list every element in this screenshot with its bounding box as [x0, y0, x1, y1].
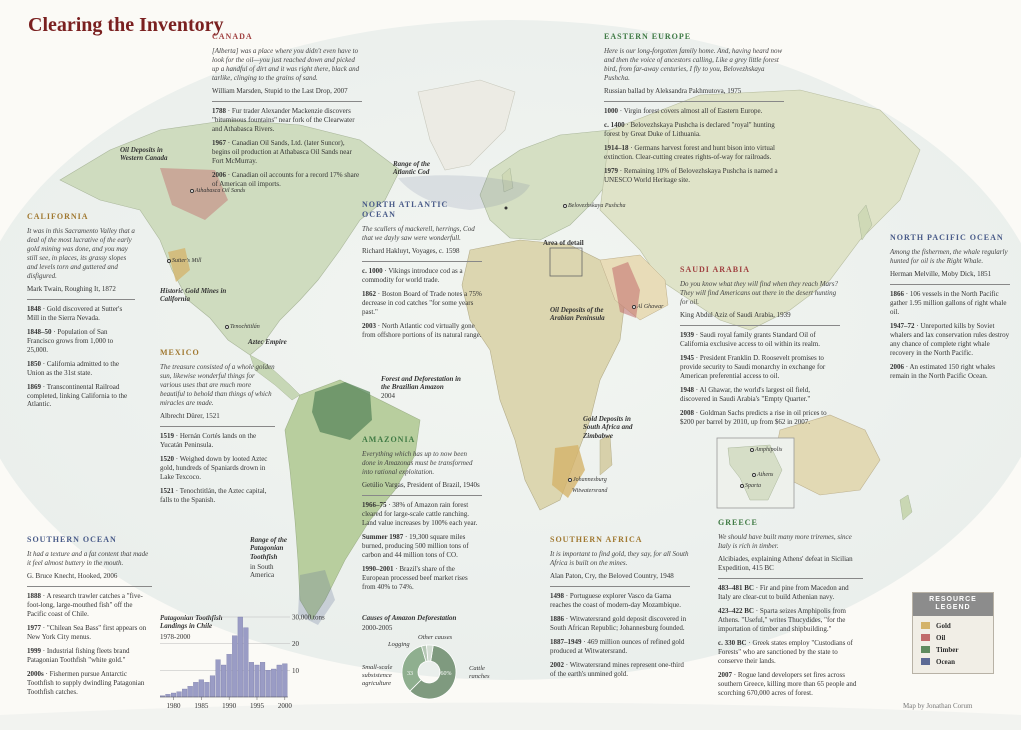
- mexico-quote: The treasure consisted of a whole golden sun, likewise wonderful things for various uses that are much more beautiful to behold than things of which miracles are made.: [160, 363, 275, 408]
- california-quote: It was in this Sacramento Valley that a deal of the most lucrative of the early gold mining was done, and you may still see, in places, its grassy slopes and levels torn and guttered and disfigured.: [27, 227, 135, 280]
- location-dot-icon: [632, 305, 636, 309]
- saudi-arabia-heading: SAUDI ARABIA: [680, 265, 751, 274]
- greece-event: 483–481 BC · Fir and pine from Macedon and Italy are clear-cut to build Athenian navy.: [718, 584, 849, 601]
- place-name: Belovezhskaya Pushcha: [568, 203, 626, 209]
- legend-title-line: RESOURCE: [929, 596, 977, 603]
- california-section: [27, 212, 135, 414]
- x-tick-label: 1980: [166, 702, 181, 710]
- event-text: Goldman Sachs predicts a rise in oil prices to $200 per barrel by 2010, up from $62 in 2007.: [680, 408, 827, 426]
- event-text: 469 million ounces of refined gold produced at Witwatersrand.: [550, 637, 685, 655]
- amazonia-section: [362, 435, 482, 597]
- event-text: A research trawler catches a "five-foot-long, large-mouthed fish" off the Pacific coast of Chile.: [27, 592, 143, 618]
- amazonia-event: 1990–2001 · Brazil's share of the European processed beef market rises from 40% to 74%.: [362, 564, 468, 591]
- label-oil-arabia: Oil Deposits of the Arabian Peninsula: [550, 306, 605, 323]
- amazonia-quote: Everything which has up to now been done in Amazonas must be transformed into rational exploitation.: [362, 450, 473, 477]
- canada-event: 1788 · Fur trader Alexander Mackenzie discovers "bituminous fountains" near fork of the Clearwater and Athabasca Rivers.: [212, 107, 355, 133]
- event-text: Germans harvest forest and hunt bison into virtual extinction. Clear-cutting creates rights-of-way for railroads.: [604, 143, 775, 161]
- legend-title-line: LEGEND: [935, 604, 971, 612]
- bar: [255, 665, 260, 697]
- event-year: 1000: [604, 107, 618, 115]
- event-year: Summer 1987: [362, 532, 404, 541]
- legend-item-oil: [913, 632, 993, 644]
- label-amazon-year: 2004: [381, 392, 395, 400]
- north-atlantic-source: Richard Hakluyt, Voyages, c. 1598: [362, 247, 482, 262]
- event-year: 1966–75: [362, 501, 387, 510]
- event-text: Rogue land developers set fires across southern Greece, killing more than 65 people and scorching 670,000 acres of forest.: [718, 670, 857, 697]
- eastern-europe-heading: EASTERN EUROPE: [604, 32, 692, 41]
- southern-africa-event: 2002 · Witwatersrand mines represent one-third of the earth's unmined gold.: [550, 660, 684, 678]
- southern-ocean-source: G. Bruce Knecht, Hooked, 2006: [27, 572, 152, 587]
- southern-ocean-event: 2000s · Fishermen pursue Antarctic Toothfish to supply dwindling Patagonian Toothfish catches.: [27, 669, 145, 696]
- pie-category-label: agriculture: [362, 680, 392, 687]
- eastern-europe-event: 1979 · Remaining 10% of Belovezhskaya Pushcha is named a UNESCO World Heritage site.: [604, 166, 778, 184]
- california-source: Mark Twain, Roughing It, 1872: [27, 285, 135, 300]
- toothfish-chart-title: Patagonian Toothfish Landings in Chile: [160, 614, 223, 631]
- location-dot-icon: [563, 204, 567, 208]
- event-year: 2002: [550, 660, 564, 669]
- north-pacific-event: 2006 · An estimated 150 right whales remain in the North Pacific Ocean.: [890, 362, 995, 380]
- southern-africa-quote: It is important to find gold, they say, for all South Africa is built on the mines.: [550, 550, 689, 568]
- southern-africa-heading: SOUTHERN AFRICA: [550, 535, 643, 544]
- location-dot-icon: [167, 259, 171, 263]
- pie-chart-subtitle: 2000-2005: [362, 624, 393, 632]
- event-text: President Franklin D. Roosevelt promises to provide security to Saudi monarchy in exchange for American preferential access to oil.: [680, 353, 826, 380]
- event-year: 1967: [212, 138, 226, 147]
- mexico-source: Albrecht Dürer, 1521: [160, 412, 275, 427]
- label-tenochtitlan: [225, 324, 260, 330]
- legend-item-timber: [913, 644, 993, 656]
- event-year: 1914–18: [604, 143, 629, 152]
- event-text: Sparta seizes Amphipolis from Athens. "Useful," writes Thucydides, "for the importation of timber and shipbuilding.": [718, 606, 846, 633]
- amazonia-event: Summer 1987 · 19,300 square miles burned, producing 500 million tons of carbon and 44 million tons of CO.: [362, 532, 469, 559]
- y-tick-label: 20: [292, 640, 299, 649]
- location-dot-icon: [225, 325, 229, 329]
- bar: [199, 680, 204, 697]
- event-text: 106 vessels in the North Pacific gather 1.95 million gallons of right whale oil.: [890, 290, 1007, 316]
- saudi-arabia-event: 1945 · President Franklin D. Roosevelt promises to provide security to Saudi monarchy in exchange for American preferential access to oil.: [680, 353, 826, 380]
- event-year: 1977: [27, 623, 41, 632]
- southern-africa-event: 1887–1949 · 469 million ounces of refined gold produced at Witwatersrand.: [550, 637, 685, 655]
- resource-legend: [912, 592, 994, 674]
- location-dot-icon: [190, 189, 194, 193]
- event-year: 2006: [212, 170, 226, 179]
- eastern-europe-source: Russian ballad by Aleksandra Pakhmutova, 1975: [604, 87, 784, 102]
- event-text: Population of San Francisco grows from 1,000 to 25,000.: [27, 327, 114, 354]
- north-pacific-quote: Among the fishermen, the whale regularly hunted for oil is the Right Whale.: [890, 248, 1008, 266]
- mexico-event: 1519 · Hernán Cortés lands on the Yucatán Peninsula.: [160, 431, 257, 449]
- saudi-arabia-event: 1948 · Al Ghawar, the world's largest oil field, discovered in Saudi Arabia's "Empty Quarter.": [680, 385, 811, 403]
- pie-category-label: subsistence: [362, 672, 392, 679]
- event-year: 1848: [27, 304, 41, 313]
- label-oil-canada: Oil Deposits in Western Canada: [120, 146, 168, 163]
- north-pacific-heading: NORTH PACIFIC OCEAN: [890, 233, 1004, 242]
- bar: [216, 660, 221, 697]
- saudi-arabia-event: 2008 · Goldman Sachs predicts a rise in oil prices to $200 per barrel by 2010, up from $62 in 2007.: [680, 408, 827, 426]
- event-year: 1521: [160, 486, 174, 495]
- greece-heading: GREECE: [718, 518, 758, 527]
- bar: [238, 617, 243, 697]
- saudi-arabia-quote: Do you know what they will find when they reach Mars? They will find Americans out there in the desert hunting for oil.: [680, 280, 838, 307]
- southern-ocean-event: 1977 · "Chilean Sea Bass" first appears on New York City menus.: [27, 623, 147, 641]
- place-name: Tenochtitlán: [230, 324, 260, 330]
- place-name: Al Ghawar: [637, 304, 664, 310]
- canada-event: 1967 · Canadian Oil Sands, Ltd. (later Suncor), begins oil production at Athabasca Oil Sands near Fort McMurray.: [212, 138, 352, 165]
- southern-ocean-heading: SOUTHERN OCEAN: [27, 535, 117, 544]
- north-atlantic-event: 1862 · Boston Board of Trade notes a 75% decrease in cod catches "for some years past.": [362, 290, 482, 317]
- canada-quote: [Alberta] was a place where you didn't even have to look for the oil—you just reached down and picked up a handful of dirt and it was right there, black and tarlike, clinging to the grains of sand.: [212, 47, 360, 83]
- pie-category-label: Small-scale: [362, 664, 393, 671]
- label-athabasca: [190, 188, 245, 194]
- event-year: 1788: [212, 107, 226, 115]
- x-tick-label: 1985: [194, 702, 209, 710]
- amazonia-source: Getúlio Vargas, President of Brazil, 1940s: [362, 481, 482, 496]
- toothfish-chart-subtitle: 1978-2000: [160, 633, 191, 641]
- label-johannesburg: [568, 477, 607, 483]
- north-atlantic-section: [362, 200, 482, 345]
- label-amphipolis: [750, 447, 782, 453]
- north-pacific-source: Herman Melville, Moby Dick, 1851: [890, 270, 1010, 285]
- location-dot-icon: [568, 478, 572, 482]
- event-year: 423–422 BC: [718, 606, 754, 615]
- eastern-europe-event: c. 1400 · Belovezhskaya Pushcha is declared "royal" hunting forest by Great Duke of Lithuania.: [604, 120, 775, 138]
- place-name: Johannesburg: [573, 477, 607, 483]
- place-name: Athabasca Oil Sands: [195, 188, 246, 194]
- canada-heading: CANADA: [212, 32, 253, 41]
- amazonia-heading: AMAZONIA: [362, 435, 416, 444]
- bar: [243, 628, 248, 697]
- bar: [266, 670, 271, 697]
- saudi-arabia-event: 1939 · Saudi royal family grants Standard Oil of California exclusive access to oil within its realm.: [680, 331, 820, 348]
- pie-data-label: 33: [407, 671, 413, 677]
- legend-item-gold: [913, 620, 993, 632]
- event-text: Saudi royal family grants Standard Oil of California exclusive access to oil within its realm.: [680, 331, 820, 348]
- event-text: "Chilean Sea Bass" first appears on New York City menus.: [27, 623, 147, 641]
- label-area-of-detail: Area of detail: [543, 239, 584, 247]
- bar: [282, 664, 287, 697]
- event-text: Portuguese explorer Vasco da Gama reaches the coast of modern-day Mozambique.: [550, 592, 682, 610]
- north-atlantic-event: c. 1000 · Vikings introduce cod as a commodity for world trade.: [362, 267, 463, 285]
- canada-source: William Marsden, Stupid to the Last Drop, 2007: [212, 87, 362, 102]
- greece-event: 2007 · Rogue land developers set fires across southern Greece, killing more than 65 people and scorching 670,000 acres of forest.: [718, 670, 857, 697]
- greece-section: [718, 518, 863, 703]
- event-text: Greek states employ "Custodians of Forests" who are sanctioned by the state to conserve their lands.: [718, 638, 853, 665]
- greece-event: 423–422 BC · Sparta seizes Amphipolis from Athens. "Useful," writes Thucydides, "for the importation of timber and shipbuilding.": [718, 606, 846, 633]
- southern-ocean-event: 1888 · A research trawler catches a "five-foot-long, large-mouthed fish" off the Pacific coast of Chile.: [27, 592, 143, 618]
- place-name: Athens: [757, 472, 774, 478]
- event-year: 1945: [680, 353, 694, 362]
- event-text: An estimated 150 right whales remain in the North Pacific Ocean.: [890, 362, 995, 380]
- event-year: 1850: [27, 359, 41, 368]
- canada-section: [212, 32, 362, 194]
- california-event: 1869 · Transcontinental Railroad completed, linking California to the Atlantic.: [27, 382, 128, 409]
- greece-event: c. 330 BC · Greek states employ "Custodians of Forests" who are sanctioned by the state to conserve their lands.: [718, 638, 853, 665]
- california-heading: CALIFORNIA: [27, 212, 89, 221]
- event-text: Fur trader Alexander Mackenzie discovers "bituminous fountains" near fork of the Clearwater and Athabasca Rivers.: [212, 107, 355, 133]
- label-aztec-empire: Aztec Empire: [248, 338, 287, 346]
- event-text: Unreported kills by Soviet whalers and lax conservation rules destroy any chance of complete right whale recovery in the North Pacific.: [890, 321, 1010, 357]
- pie-category-label: ranches: [469, 673, 490, 680]
- x-tick-label: 1995: [249, 702, 264, 710]
- bar: [221, 665, 226, 697]
- bar: [177, 692, 182, 697]
- bar: [260, 662, 265, 697]
- y-tick-label: 10: [292, 666, 299, 675]
- bar: [227, 654, 232, 697]
- event-text: Canadian oil accounts for a record 17% share of American oil imports.: [212, 170, 360, 188]
- event-year: 1990–2001: [362, 564, 394, 573]
- bar: [210, 676, 215, 697]
- event-year: 2003: [362, 322, 376, 331]
- event-year: c. 1400: [604, 120, 625, 129]
- southern-africa-event: 1498 · Portuguese explorer Vasco da Gama reaches the coast of modern-day Mozambique.: [550, 592, 682, 610]
- event-year: 1519: [160, 431, 174, 440]
- mexico-heading: MEXICO: [160, 348, 200, 357]
- event-year: 1947–72: [890, 321, 915, 330]
- greece-quote: We should have built many more triremes, since Italy is rich in timber.: [718, 533, 852, 551]
- event-year: 1939: [680, 331, 694, 340]
- bar: [249, 662, 254, 697]
- event-year: 1948: [680, 385, 694, 394]
- event-text: Hernán Cortés lands on the Yucatán Peninsula.: [160, 431, 257, 449]
- pie-category-label: Other causes: [418, 634, 453, 641]
- bar: [166, 694, 171, 697]
- amazon-pie-chart: [362, 632, 497, 712]
- event-year: 1999: [27, 646, 41, 655]
- gold-swatch-icon: [921, 622, 930, 629]
- label-amazon-forest: Forest and Deforestation in the Brazilian Amazon: [381, 375, 461, 392]
- legend-label: Timber: [936, 645, 959, 654]
- event-text: Tenochtitlán, the Aztec capital, falls to the Spanish.: [160, 486, 267, 504]
- place-name: Sutter's Mill: [172, 258, 202, 264]
- label-gold-california: Historic Gold Mines in California: [160, 287, 227, 304]
- event-text: Al Ghawar, the world's largest oil field, discovered in Saudi Arabia's "Empty Quarter.": [680, 385, 811, 403]
- california-event: 1850 · California admitted to the Union as the 31st state.: [27, 359, 119, 377]
- label-athens: [752, 472, 773, 478]
- event-text: 19,300 square miles burned, producing 500 million tons of carbon and 44 million tons of CO.: [362, 532, 469, 559]
- bar: [205, 682, 210, 697]
- southern-ocean-quote: It had a texture and a fat content that made it feel almost buttery in the mouth.: [27, 550, 149, 568]
- event-year: 1520: [160, 454, 174, 463]
- event-text: Witwatersrand gold deposit discovered in South African Republic; Johannesburg founded.: [550, 615, 687, 632]
- event-year: 2008: [680, 408, 694, 417]
- north-atlantic-quote: The scullers of mackerell, herrings, Cod that we dayly saw were wonderfull.: [362, 225, 475, 243]
- x-tick-label: 2000: [277, 702, 292, 710]
- canada-event: 2006 · Canadian oil accounts for a record 17% share of American oil imports.: [212, 170, 360, 188]
- label-sutters-mill: [167, 258, 201, 264]
- mexico-event: 1520 · Weighed down by looted Aztec gold, hundreds of Spaniards drown in Lake Texcoco.: [160, 454, 268, 481]
- toothfish-bar-chart: [160, 605, 335, 715]
- event-text: Transcontinental Railroad completed, linking California to the Atlantic.: [27, 382, 128, 409]
- pie-chart-title: Causes of Amazon Deforestation: [362, 614, 457, 622]
- bar: [277, 665, 282, 697]
- label-gold-africa: Gold Deposits in South Africa and Zimbabwe: [583, 415, 633, 440]
- event-year: 1848–50: [27, 327, 52, 336]
- bar: [232, 636, 237, 697]
- event-text: Brazil's share of the European processed beef market rises from 40% to 74%.: [362, 564, 468, 591]
- eastern-europe-section: [604, 32, 784, 190]
- event-year: 1888: [27, 592, 41, 601]
- southern-africa-section: [550, 535, 690, 684]
- event-year: 483–481 BC: [718, 584, 754, 593]
- event-year: 1869: [27, 382, 41, 391]
- event-text: Vikings introduce cod as a commodity for world trade.: [362, 267, 463, 285]
- event-text: Fir and pine from Macedon and Italy are clear-cut to build Athenian navy.: [718, 584, 849, 601]
- north-pacific-event: 1866 · 106 vessels in the North Pacific gather 1.95 million gallons of right whale oil.: [890, 290, 1007, 316]
- ocean-swatch-icon: [921, 658, 930, 665]
- location-dot-icon: [752, 473, 756, 477]
- event-year: 2007: [718, 670, 732, 679]
- eastern-europe-event: 1000 · Virgin forest covers almost all of Eastern Europe.: [604, 107, 763, 115]
- event-year: 1862: [362, 290, 376, 299]
- label-cod-range: Range of the Atlantic Cod: [393, 160, 430, 177]
- event-text: Virgin forest covers almost all of Eastern Europe.: [623, 107, 763, 115]
- event-text: Boston Board of Trade notes a 75% decrease in cod catches "for some years past.": [362, 290, 482, 317]
- southern-africa-source: Alan Paton, Cry, the Beloved Country, 1948: [550, 572, 690, 587]
- label-al-ghawar: [632, 304, 664, 310]
- label-belovezhskaya: [563, 203, 625, 209]
- event-year: c. 330 BC: [718, 638, 747, 647]
- pie-category-label: Logging: [388, 641, 410, 648]
- place-name: Amphipolis: [755, 447, 783, 453]
- eastern-europe-quote: Here is our long-forgotten family home. And, having heard now and then the voice of ancestors calling, Like a grey little forest bird, from far-away centuries, I fly to you, Belovezhskaya Pushcha.: [604, 47, 783, 83]
- mexico-event: 1521 · Tenochtitlán, the Aztec capital, falls to the Spanish.: [160, 486, 267, 504]
- north-pacific-section: [890, 233, 1010, 386]
- event-text: Gold discovered at Sutter's Mill in the Sierra Nevada.: [27, 304, 123, 322]
- label-toothfish-range-sub: in South America: [250, 563, 275, 579]
- event-text: Fishermen pursue Antarctic Toothfish to supply dwindling Patagonian Toothfish catches.: [27, 669, 145, 696]
- legend-label: Ocean: [936, 657, 956, 666]
- event-year: 2000s: [27, 669, 44, 678]
- pie-category-label: Cattle: [469, 665, 485, 672]
- page-title: Clearing the Inventory: [28, 14, 224, 36]
- timber-swatch-icon: [921, 646, 930, 653]
- california-event: 1848 · Gold discovered at Sutter's Mill in the Sierra Nevada.: [27, 304, 123, 322]
- event-year: 1866: [890, 290, 904, 299]
- location-dot-icon: [750, 448, 754, 452]
- event-text: Canadian Oil Sands, Ltd. (later Suncor), begins oil production at Athabasca Oil Sands near Fort McMurray.: [212, 138, 352, 165]
- event-text: North Atlantic cod virtually gone from offshore portions of its natural range.: [362, 322, 482, 340]
- southern-ocean-section: [27, 535, 152, 702]
- mexico-section: [160, 348, 275, 510]
- event-text: California admitted to the Union as the 31st state.: [27, 359, 119, 377]
- event-year: 1887–1949: [550, 637, 582, 646]
- bar: [188, 686, 193, 697]
- event-year: 1979: [604, 166, 618, 175]
- y-tick-label: 30,000 tons: [292, 613, 325, 622]
- saudi-arabia-source: King Abdul Aziz of Saudi Arabia, 1939: [680, 311, 840, 326]
- event-year: c. 1000: [362, 267, 383, 276]
- label-witwatersrand: Witwatersrand: [572, 488, 608, 494]
- event-text: 38% of Amazon rain forest cleared for large-scale cattle ranching. Land value increases by 100% each year.: [362, 501, 478, 527]
- place-name: Sparta: [745, 483, 762, 489]
- california-event: 1848–50 · Population of San Francisco grows from 1,000 to 25,000.: [27, 327, 114, 354]
- event-text: Witwatersrand mines represent one-third of the earth's unmined gold.: [550, 660, 684, 678]
- bar: [182, 689, 187, 697]
- amazonia-event: 1966–75 · 38% of Amazon rain forest cleared for large-scale cattle ranching. Land value increases by 100% each year.: [362, 501, 478, 527]
- event-text: Industrial fishing fleets brand Patagonian Toothfish "white gold.": [27, 646, 130, 664]
- saudi-arabia-section: [680, 265, 840, 432]
- event-text: Belovezhskaya Pushcha is declared "royal" hunting forest by Great Duke of Lithuania.: [604, 120, 775, 138]
- north-atlantic-event: 2003 · North Atlantic cod virtually gone from offshore portions of its natural range.: [362, 322, 482, 340]
- event-year: 1886: [550, 615, 564, 623]
- bar: [193, 682, 198, 697]
- pie-data-label: 60%: [440, 671, 452, 677]
- belovezh-marker: [505, 207, 508, 210]
- eastern-europe-event: 1914–18 · Germans harvest forest and hunt bison into virtual extinction. Clear-cutting creates rights-of-way for railroads.: [604, 143, 775, 161]
- antarctica: [0, 703, 1021, 730]
- greece-source: Alcibiades, explaining Athens' defeat in Sicilian Expedition, 415 BC: [718, 555, 863, 579]
- north-atlantic-heading: NORTH ATLANTIC OCEAN: [362, 200, 449, 220]
- legend-item-ocean: [913, 656, 993, 668]
- southern-africa-event: 1886 · Witwatersrand gold deposit discovered in South African Republic; Johannesburg founded.: [550, 615, 687, 632]
- label-sparta: [740, 483, 761, 489]
- southern-ocean-event: 1999 · Industrial fishing fleets brand Patagonian Toothfish "white gold.": [27, 646, 130, 664]
- label-toothfish-range: Range of the Patagonian Toothfish: [250, 536, 287, 561]
- oil-swatch-icon: [921, 634, 930, 641]
- event-text: Remaining 10% of Belovezhskaya Pushcha is named a UNESCO World Heritage site.: [604, 166, 778, 184]
- event-year: 1498: [550, 592, 564, 601]
- event-text: Weighed down by looted Aztec gold, hundreds of Spaniards drown in Lake Texcoco.: [160, 454, 268, 481]
- map-credit: Map by Jonathan Corum: [903, 702, 973, 710]
- legend-label: Oil: [936, 633, 946, 642]
- bar: [271, 669, 276, 697]
- location-dot-icon: [740, 484, 744, 488]
- event-year: 2006: [890, 362, 904, 371]
- north-pacific-event: 1947–72 · Unreported kills by Soviet whalers and lax conservation rules destroy any chance of complete right whale recovery in the North Pacific.: [890, 321, 1010, 357]
- x-tick-label: 1990: [222, 702, 237, 710]
- legend-title: [913, 593, 993, 616]
- legend-label: Gold: [936, 621, 951, 630]
- bar: [171, 693, 176, 697]
